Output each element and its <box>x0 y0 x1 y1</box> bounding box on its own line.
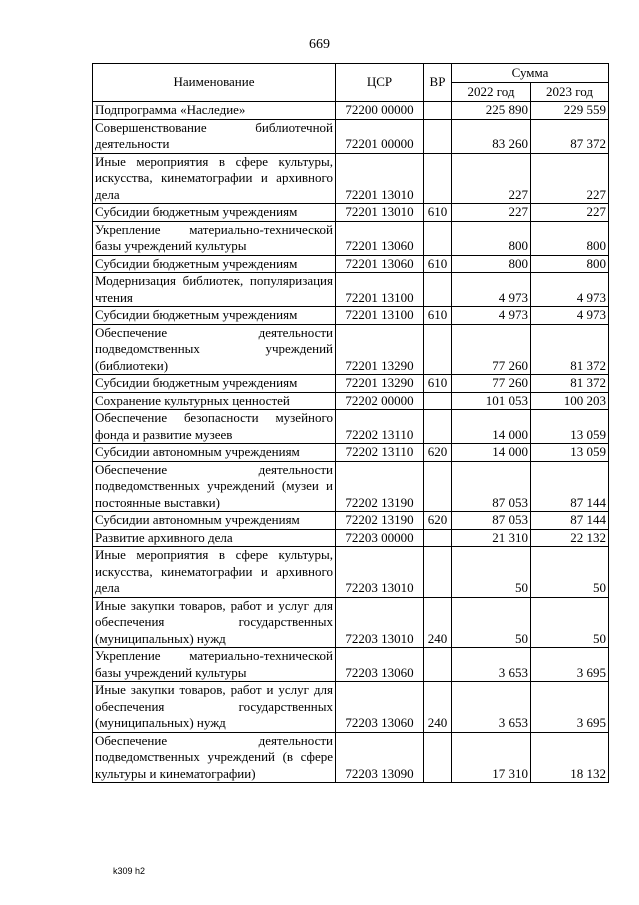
row-sum-2022: 77 260 <box>452 375 531 393</box>
row-csr: 72202 13190 <box>336 512 424 530</box>
row-sum-2022: 101 053 <box>452 392 531 410</box>
row-sum-2023: 227 <box>531 204 609 222</box>
row-csr: 72201 13010 <box>336 153 424 204</box>
table-header <box>93 64 609 102</box>
row-name: Иные закупки товаров, работ и услуг для обеспечения государственных (муниципальных) нужд <box>93 597 336 648</box>
row-csr: 72203 13060 <box>336 648 424 682</box>
row-csr: 72203 13060 <box>336 682 424 733</box>
row-vr: 610 <box>424 204 452 222</box>
row-sum-2022: 14 000 <box>452 410 531 444</box>
row-csr: 72202 00000 <box>336 392 424 410</box>
row-sum-2023: 800 <box>531 255 609 273</box>
page-number: 669 <box>309 37 330 52</box>
row-vr <box>424 648 452 682</box>
table-row <box>93 597 609 648</box>
header-csr: ЦСР <box>336 64 424 102</box>
row-name: Субсидии бюджетным учреждениям <box>93 204 336 222</box>
row-name: Обеспечение деятельности подведомственных учреждений (библиотеки) <box>93 324 336 375</box>
header-year-2023: 2023 год <box>531 83 609 102</box>
row-sum-2023: 4 973 <box>531 307 609 325</box>
row-sum-2022: 227 <box>452 204 531 222</box>
budget-table <box>92 63 609 783</box>
row-sum-2022: 50 <box>452 597 531 648</box>
table-row <box>93 307 609 325</box>
row-csr: 72201 13290 <box>336 324 424 375</box>
row-vr <box>424 273 452 307</box>
row-vr <box>424 119 452 153</box>
row-csr: 72201 13100 <box>336 307 424 325</box>
table-row <box>93 410 609 444</box>
row-csr: 72202 13110 <box>336 410 424 444</box>
header-vr: ВР <box>424 64 452 102</box>
row-sum-2022: 800 <box>452 221 531 255</box>
row-csr: 72203 00000 <box>336 529 424 547</box>
row-name: Субсидии автономным учреждениям <box>93 444 336 462</box>
table-row <box>93 732 609 783</box>
row-sum-2023: 3 695 <box>531 682 609 733</box>
row-name: Субсидии бюджетным учреждениям <box>93 255 336 273</box>
row-name: Укрепление материально-технической базы учреждений культуры <box>93 648 336 682</box>
row-name: Субсидии бюджетным учреждениям <box>93 307 336 325</box>
row-sum-2023: 87 372 <box>531 119 609 153</box>
row-vr <box>424 732 452 783</box>
table-row <box>93 392 609 410</box>
table-row <box>93 461 609 512</box>
row-vr <box>424 410 452 444</box>
row-sum-2023: 229 559 <box>531 102 609 120</box>
row-sum-2022: 83 260 <box>452 119 531 153</box>
row-name: Совершенствование библиотечной деятельности <box>93 119 336 153</box>
table-row <box>93 682 609 733</box>
row-csr: 72202 13190 <box>336 461 424 512</box>
row-sum-2023: 50 <box>531 597 609 648</box>
table-row <box>93 119 609 153</box>
row-sum-2022: 3 653 <box>452 682 531 733</box>
row-sum-2022: 21 310 <box>452 529 531 547</box>
row-sum-2023: 87 144 <box>531 512 609 530</box>
table-row <box>93 255 609 273</box>
row-csr: 72201 13060 <box>336 255 424 273</box>
row-sum-2022: 225 890 <box>452 102 531 120</box>
row-name: Подпрограмма «Наследие» <box>93 102 336 120</box>
row-name: Модернизация библиотек, популяризация чтения <box>93 273 336 307</box>
row-sum-2023: 227 <box>531 153 609 204</box>
row-vr <box>424 461 452 512</box>
row-sum-2022: 3 653 <box>452 648 531 682</box>
row-sum-2023: 81 372 <box>531 324 609 375</box>
row-csr: 72201 13010 <box>336 204 424 222</box>
row-vr <box>424 153 452 204</box>
table-row <box>93 547 609 598</box>
header-sum: Сумма <box>452 64 609 83</box>
row-vr <box>424 102 452 120</box>
header-year-2022: 2022 год <box>452 83 531 102</box>
row-sum-2022: 4 973 <box>452 273 531 307</box>
row-csr: 72200 00000 <box>336 102 424 120</box>
table-row <box>93 324 609 375</box>
row-name: Субсидии бюджетным учреждениям <box>93 375 336 393</box>
table-body <box>93 102 609 783</box>
row-sum-2023: 13 059 <box>531 444 609 462</box>
row-name: Иные закупки товаров, работ и услуг для обеспечения государственных (муниципальных) нужд <box>93 682 336 733</box>
row-name: Иные мероприятия в сфере культуры, искусства, кинематографии и архивного дела <box>93 547 336 598</box>
table-row <box>93 529 609 547</box>
table-row <box>93 444 609 462</box>
row-name: Обеспечение деятельности подведомственных учреждений (музеи и постоянные выставки) <box>93 461 336 512</box>
row-name: Сохранение культурных ценностей <box>93 392 336 410</box>
table-row <box>93 221 609 255</box>
row-sum-2022: 77 260 <box>452 324 531 375</box>
table-row <box>93 512 609 530</box>
table-row <box>93 102 609 120</box>
table-row <box>93 273 609 307</box>
row-sum-2023: 4 973 <box>531 273 609 307</box>
row-name: Укрепление материально-технической базы учреждений культуры <box>93 221 336 255</box>
row-vr <box>424 392 452 410</box>
row-sum-2022: 14 000 <box>452 444 531 462</box>
row-vr: 620 <box>424 512 452 530</box>
row-name: Обеспечение безопасности музейного фонда и развитие музеев <box>93 410 336 444</box>
row-name: Обеспечение деятельности подведомственных учреждений (в сфере культуры и кинематографии) <box>93 732 336 783</box>
row-csr: 72201 13060 <box>336 221 424 255</box>
row-csr: 72202 13110 <box>336 444 424 462</box>
row-sum-2023: 87 144 <box>531 461 609 512</box>
table-row <box>93 153 609 204</box>
row-csr: 72201 13100 <box>336 273 424 307</box>
row-csr: 72203 13010 <box>336 547 424 598</box>
row-name: Субсидии автономным учреждениям <box>93 512 336 530</box>
row-sum-2022: 87 053 <box>452 512 531 530</box>
row-sum-2022: 227 <box>452 153 531 204</box>
row-sum-2022: 800 <box>452 255 531 273</box>
row-sum-2023: 50 <box>531 547 609 598</box>
row-vr: 240 <box>424 682 452 733</box>
table-row <box>93 204 609 222</box>
row-csr: 72201 13290 <box>336 375 424 393</box>
footer-code: k309 h2 <box>113 866 146 876</box>
row-sum-2023: 81 372 <box>531 375 609 393</box>
row-sum-2023: 100 203 <box>531 392 609 410</box>
row-csr: 72203 13090 <box>336 732 424 783</box>
table-row <box>93 375 609 393</box>
row-sum-2022: 50 <box>452 547 531 598</box>
row-csr: 72203 13010 <box>336 597 424 648</box>
row-vr <box>424 221 452 255</box>
row-name: Иные мероприятия в сфере культуры, искусства, кинематографии и архивного дела <box>93 153 336 204</box>
header-name: Наименование <box>93 64 336 102</box>
row-vr: 610 <box>424 307 452 325</box>
row-vr <box>424 547 452 598</box>
row-vr: 240 <box>424 597 452 648</box>
row-vr: 620 <box>424 444 452 462</box>
table-row <box>93 648 609 682</box>
row-vr <box>424 324 452 375</box>
row-sum-2023: 18 132 <box>531 732 609 783</box>
row-sum-2022: 17 310 <box>452 732 531 783</box>
row-sum-2022: 4 973 <box>452 307 531 325</box>
row-vr: 610 <box>424 375 452 393</box>
row-name: Развитие архивного дела <box>93 529 336 547</box>
row-sum-2023: 3 695 <box>531 648 609 682</box>
row-vr: 610 <box>424 255 452 273</box>
row-sum-2023: 13 059 <box>531 410 609 444</box>
row-csr: 72201 00000 <box>336 119 424 153</box>
row-sum-2023: 800 <box>531 221 609 255</box>
row-sum-2022: 87 053 <box>452 461 531 512</box>
row-vr <box>424 529 452 547</box>
row-sum-2023: 22 132 <box>531 529 609 547</box>
